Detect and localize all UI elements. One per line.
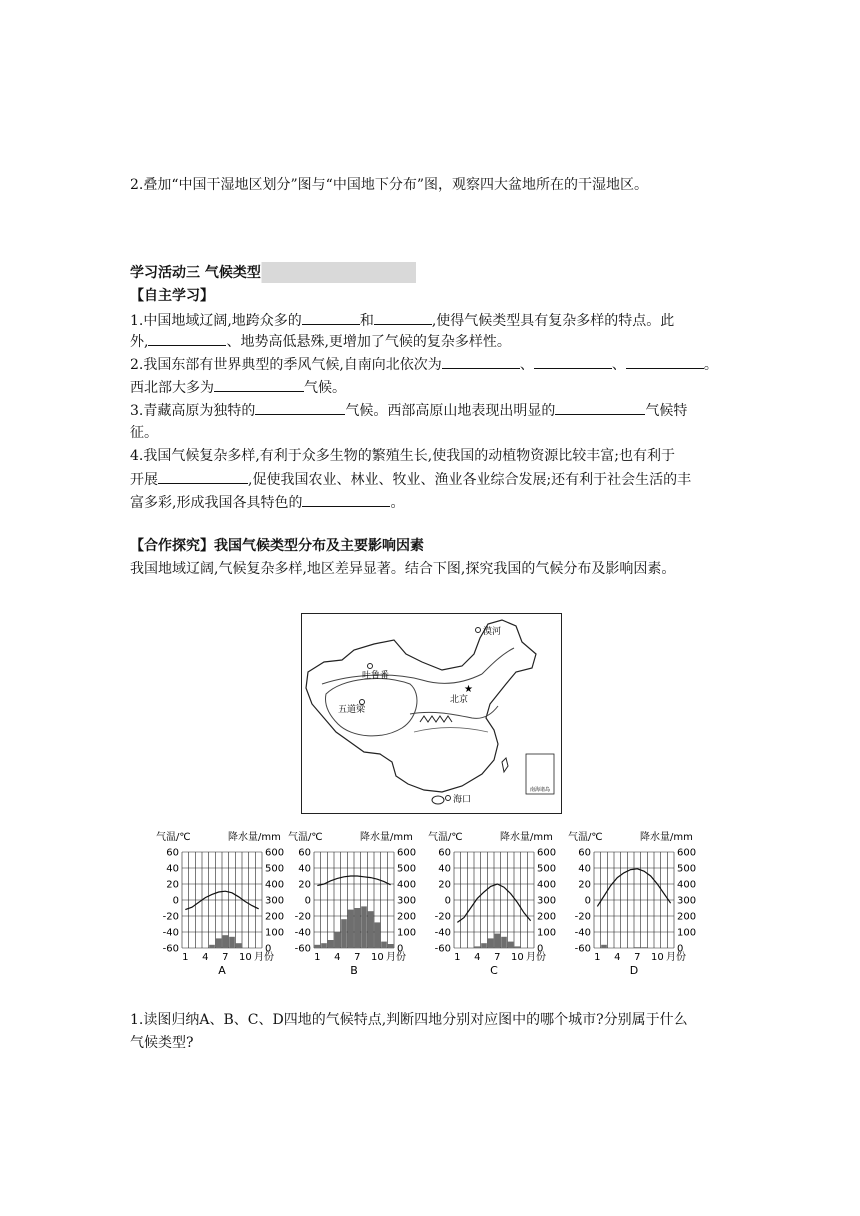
self-study-q4-line2: 开展 ,促使我国农业、林业、牧业、渔业各业综合发展;还有利于社会生活的丰 (130, 469, 691, 490)
blank[interactable] (302, 310, 360, 325)
x-axis-label: 月份 (386, 952, 406, 963)
precip-axis-label: 降水量/mm (640, 832, 693, 843)
precip-tick: 300 (397, 895, 417, 907)
blank[interactable] (148, 331, 226, 346)
precip-axis-label: 降水量/mm (500, 832, 553, 843)
self-study-q4-line3: 富多彩,形成我国各具特色的 。 (130, 492, 404, 513)
coop-heading: 【合作探究】我国气候类型分布及主要影响因素 (130, 538, 424, 554)
coop-intro: 我国地域辽阔,气候复杂多样,地区差异显著。结合下图,探究我国的气候分布及影响因素。 (130, 561, 676, 577)
precip-tick: 0 (537, 943, 544, 955)
temp-tick: 60 (298, 847, 311, 859)
climate-chart-d (564, 826, 716, 986)
x-tick: 7 (354, 952, 361, 963)
city-wudaoliang: 五道梁 (338, 705, 366, 715)
temp-tick: 60 (578, 847, 591, 859)
precip-tick: 200 (265, 911, 285, 923)
chart-label: B (350, 964, 358, 977)
temp-tick: -20 (294, 911, 311, 923)
climate-chart-a (152, 826, 304, 986)
precip-bar (355, 908, 361, 948)
blank[interactable] (626, 354, 704, 369)
precip-bar (321, 943, 327, 948)
temp-tick: 40 (298, 863, 311, 875)
precip-bar (501, 937, 507, 948)
x-axis-label: 月份 (526, 952, 546, 963)
activity-title: 学习活动三 气候类型 (130, 265, 261, 281)
precip-bar (495, 934, 501, 948)
blank[interactable] (534, 354, 612, 369)
precip-tick: 0 (677, 943, 684, 955)
temp-tick: 40 (438, 863, 451, 875)
blank[interactable] (255, 400, 345, 415)
beijing-star-icon: ★ (464, 684, 473, 695)
precip-tick: 600 (265, 847, 285, 859)
temp-tick: 20 (578, 879, 591, 891)
precip-axis-label: 降水量/mm (360, 832, 413, 843)
precip-bar (348, 910, 354, 948)
temp-tick: -60 (162, 943, 179, 955)
precip-tick: 600 (537, 847, 557, 859)
x-tick: 1 (182, 952, 189, 963)
precip-bar (341, 919, 347, 948)
x-tick: 4 (474, 952, 481, 963)
blank[interactable] (374, 310, 432, 325)
precip-bar (515, 946, 521, 948)
temp-tick: 20 (166, 879, 179, 891)
chart-label: D (629, 964, 639, 977)
precip-bar (601, 945, 607, 948)
x-tick: 4 (614, 952, 621, 963)
x-tick: 10 (510, 952, 524, 963)
precip-bar (361, 906, 367, 948)
precip-tick: 500 (677, 863, 697, 875)
temp-tick: -60 (434, 943, 451, 955)
temp-tick: 40 (166, 863, 179, 875)
self-study-q4-line1: 4.我国气候复杂多样,有利于众多生物的繁殖生长,使我国的动植物资源比较丰富;也有利于 (130, 448, 675, 464)
precip-tick: 100 (397, 927, 417, 939)
x-tick: 10 (238, 952, 252, 963)
city-turpan: 吐鲁番 (362, 671, 390, 681)
precip-bar (229, 937, 235, 948)
temp-tick: -40 (162, 927, 179, 939)
self-study-q1-line2: 外, 、地势高低悬殊,更增加了气候的复杂多样性。 (130, 331, 511, 352)
precip-bar (508, 942, 514, 948)
precip-tick: 500 (397, 863, 417, 875)
precip-tick: 600 (397, 847, 417, 859)
self-study-q2-line2: 西北部大多为 气候。 (130, 377, 346, 398)
temp-tick: -60 (294, 943, 311, 955)
precip-tick: 500 (265, 863, 285, 875)
temp-tick: -20 (434, 911, 451, 923)
precip-tick: 400 (537, 879, 557, 891)
precip-bar (635, 947, 641, 948)
x-axis-label: 月份 (254, 952, 274, 963)
self-study-heading: 【自主学习】 (130, 288, 214, 304)
blank[interactable] (442, 354, 520, 369)
temp-tick: 0 (584, 895, 591, 907)
temp-tick: -20 (162, 911, 179, 923)
precip-tick: 500 (537, 863, 557, 875)
city-beijing: 北京 (450, 695, 469, 705)
blank[interactable] (302, 492, 390, 507)
temp-axis-label: 气温/℃ (428, 832, 463, 843)
self-study-q3-line2: 征。 (130, 425, 158, 441)
city-mohe: 漠河 (483, 627, 502, 637)
precip-bar (488, 938, 494, 948)
precip-bar (236, 943, 242, 948)
temp-tick: -40 (434, 927, 451, 939)
self-study-q1-line1: 1.中国地域辽阔,地跨众多的 和 ,使得气候类型具有复杂多样的特点。此 (130, 310, 674, 331)
precip-tick: 200 (397, 911, 417, 923)
precip-tick: 100 (677, 927, 697, 939)
precip-bar (209, 945, 215, 948)
precip-tick: 100 (265, 927, 285, 939)
precip-tick: 400 (677, 879, 697, 891)
precip-bar (223, 935, 229, 948)
precip-bar (375, 922, 381, 948)
x-tick: 7 (222, 952, 229, 963)
climate-chart-b (284, 826, 436, 986)
x-tick: 4 (334, 952, 341, 963)
temp-tick: -20 (574, 911, 591, 923)
chart-label: C (490, 964, 498, 977)
temp-tick: 20 (298, 879, 311, 891)
temp-tick: 0 (444, 895, 451, 907)
precip-tick: 400 (265, 879, 285, 891)
temp-tick: -40 (294, 927, 311, 939)
x-tick: 7 (634, 952, 641, 963)
temp-tick: -40 (574, 927, 591, 939)
x-tick: 1 (314, 952, 321, 963)
precip-tick: 400 (397, 879, 417, 891)
precip-tick: 0 (397, 943, 404, 955)
x-tick: 10 (650, 952, 664, 963)
self-study-q3-line1: 3.青藏高原为独特的 气候。西部高原山地表现出明显的 气候特 (130, 400, 687, 421)
x-tick: 7 (494, 952, 501, 963)
precip-tick: 300 (265, 895, 285, 907)
precip-bar (388, 944, 394, 948)
precip-tick: 200 (677, 911, 697, 923)
china-climate-map (301, 613, 562, 814)
x-tick: 10 (370, 952, 384, 963)
chart-label: A (218, 964, 226, 977)
city-haikou: 海口 (453, 795, 472, 805)
temp-axis-label: 气温/℃ (568, 832, 603, 843)
precip-bar (335, 932, 341, 948)
precip-tick: 300 (537, 895, 557, 907)
self-study-q2-line1: 2.我国东部有世界典型的季风气候,自南向北依次为 、 、 。 (130, 354, 718, 375)
precip-bar (475, 946, 481, 948)
precip-bar (328, 940, 334, 948)
precip-tick: 600 (677, 847, 697, 859)
temp-tick: 20 (438, 879, 451, 891)
temp-tick: 0 (172, 895, 179, 907)
read-question-line1: 1.读图归纳A、B、C、D四地的气候特点,判断四地分别对应图中的哪个城市?分别属于什么 (130, 1012, 688, 1028)
x-axis-label: 月份 (666, 952, 686, 963)
blank[interactable] (555, 400, 645, 415)
precip-bar (381, 942, 387, 948)
temp-tick: 60 (438, 847, 451, 859)
precip-bar (641, 947, 647, 948)
climate-chart-c (424, 826, 576, 986)
temp-axis-label: 气温/℃ (156, 832, 191, 843)
x-tick: 1 (454, 952, 461, 963)
temp-tick: 40 (578, 863, 591, 875)
temp-tick: 60 (166, 847, 179, 859)
blank[interactable] (214, 377, 304, 392)
precip-bar (315, 945, 321, 948)
x-tick: 4 (202, 952, 209, 963)
temp-tick: -60 (574, 943, 591, 955)
precip-bar (481, 943, 487, 948)
temp-axis-label: 气温/℃ (288, 832, 323, 843)
map-svg (302, 614, 561, 813)
blank[interactable] (158, 469, 248, 484)
precip-tick: 300 (677, 895, 697, 907)
overlay-question: 2.叠加“中国干湿地区划分”图与“中国地下分布”图，观察四大盆地所在的干湿地区。 (130, 177, 648, 193)
precip-axis-label: 降水量/mm (228, 832, 281, 843)
precip-tick: 0 (265, 943, 272, 955)
precip-bar (216, 938, 222, 948)
precip-tick: 200 (537, 911, 557, 923)
read-question-line2: 气候类型? (130, 1035, 194, 1051)
precip-bar (368, 911, 374, 948)
inset-label: 南海诸岛 (529, 787, 551, 793)
temp-tick: 0 (304, 895, 311, 907)
x-tick: 1 (594, 952, 601, 963)
precip-tick: 100 (537, 927, 557, 939)
